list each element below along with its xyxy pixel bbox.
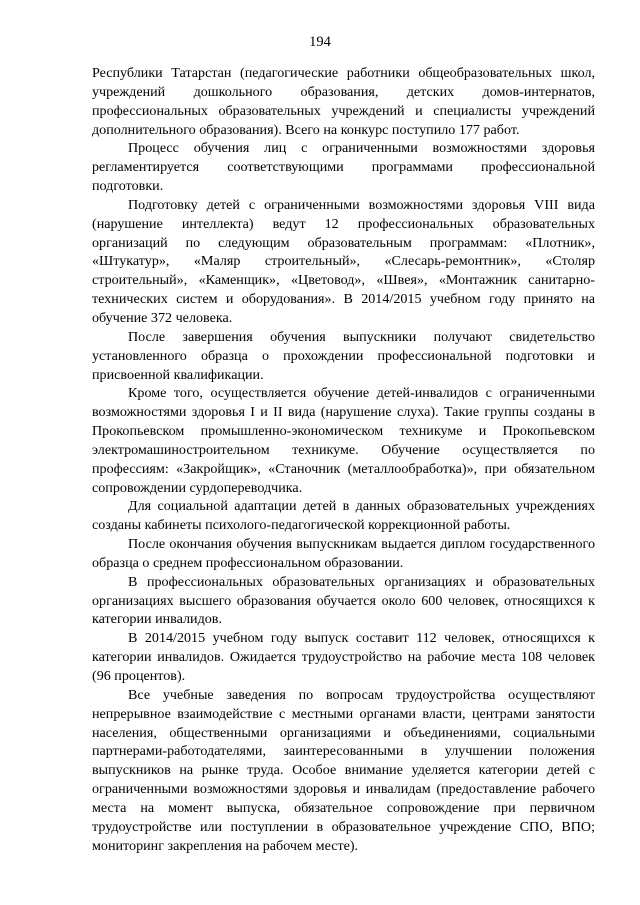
paragraph-graduation-employment: В 2014/2015 учебном году выпуск составит 112 человек, относящихся к категории инвалидов. Ожидается трудоустройство на рабочие места 108 человек (96 процентов). bbox=[92, 630, 595, 684]
paragraph-training-process: Процесс обучения лиц с ограниченными возможностями здоровья регламентируется соответствующими программами профессиональной подготовки. bbox=[92, 140, 595, 195]
paragraph-diploma: После окончания обучения выпускникам выдается диплом государственного образца о среднем профессиональном образовании. bbox=[92, 536, 595, 571]
paragraph-continuation: Республики Татарстан (педагогические работники общеобразовательных школ, учреждений дошкольного образования, детских домов-интернатов, профессиональных образовательных учреждений и специалисты учреждений дополнительного образования). Всего на конкурс поступило 177 работ. bbox=[92, 65, 595, 138]
paragraph-disabled-students-count: В профессиональных образовательных организациях и образовательных организациях высшего образования обучается около 600 человек, относящихся к категории инвалидов. bbox=[92, 573, 595, 628]
paragraph-hearing-impaired-training: Кроме того, осуществляется обучение детей-инвалидов с ограниченными возможностями здоровья I и II вида (нарушение слуха). Такие группы созданы в Прокопьевском промышленно-экономическом техникуме и Прокопьевском электромашиностроительном техникуме. Обучение осуществляется по профессиям: «Закройщик», «Станочник (металлообработка)», при обязательном сопровождении сурдопереводчика. bbox=[92, 385, 595, 496]
page-number: 194 bbox=[309, 34, 331, 50]
body-text bbox=[92, 64, 595, 855]
paragraph-type-viii-training: Подготовку детей с ограниченными возможностями здоровья VIII вида (нарушение интеллекта) ведут 12 профессиональных образовательных организаций по следующим образовательным программам: «Плотник», «Штукатур», «Маляр строительный», «Слесарь-ремонтник», «Столяр строительный», «Каменщик», «Цветовод», «Швея», «Монтажник санитарно-технических систем и оборудования». В 2014/2015 учебном году принято на обучение 372 человека. bbox=[92, 196, 595, 326]
paragraph-social-adaptation: Для социальной адаптации детей в данных образовательных учреждениях созданы кабинеты психолого-педагогической коррекционной работы. bbox=[92, 498, 595, 534]
paragraph-graduation-certificate: После завершения обучения выпускники получают свидетельство установленного образца о прохождении профессиональной подготовки и присвоенной квалификации. bbox=[92, 328, 595, 383]
paragraph-employment-cooperation: Все учебные заведения по вопросам трудоустройства осуществляют непрерывное взаимодействие с местными органами власти, центрами занятости населения, общественными организациями и объединениями, социальными партнерами-работодателями, заинтересованными в улучшении положения выпускников на рынке труда. Особое внимание уделяется категории детей с ограниченными возможностями здоровья и инвалидам (предоставление рабочего места на момент выпуска, обязательное сопровождение при первичном трудоустройстве или поступлении в образовательное учреждение СПО, ВПО; мониторинг закрепления на рабочем месте). bbox=[92, 686, 595, 854]
